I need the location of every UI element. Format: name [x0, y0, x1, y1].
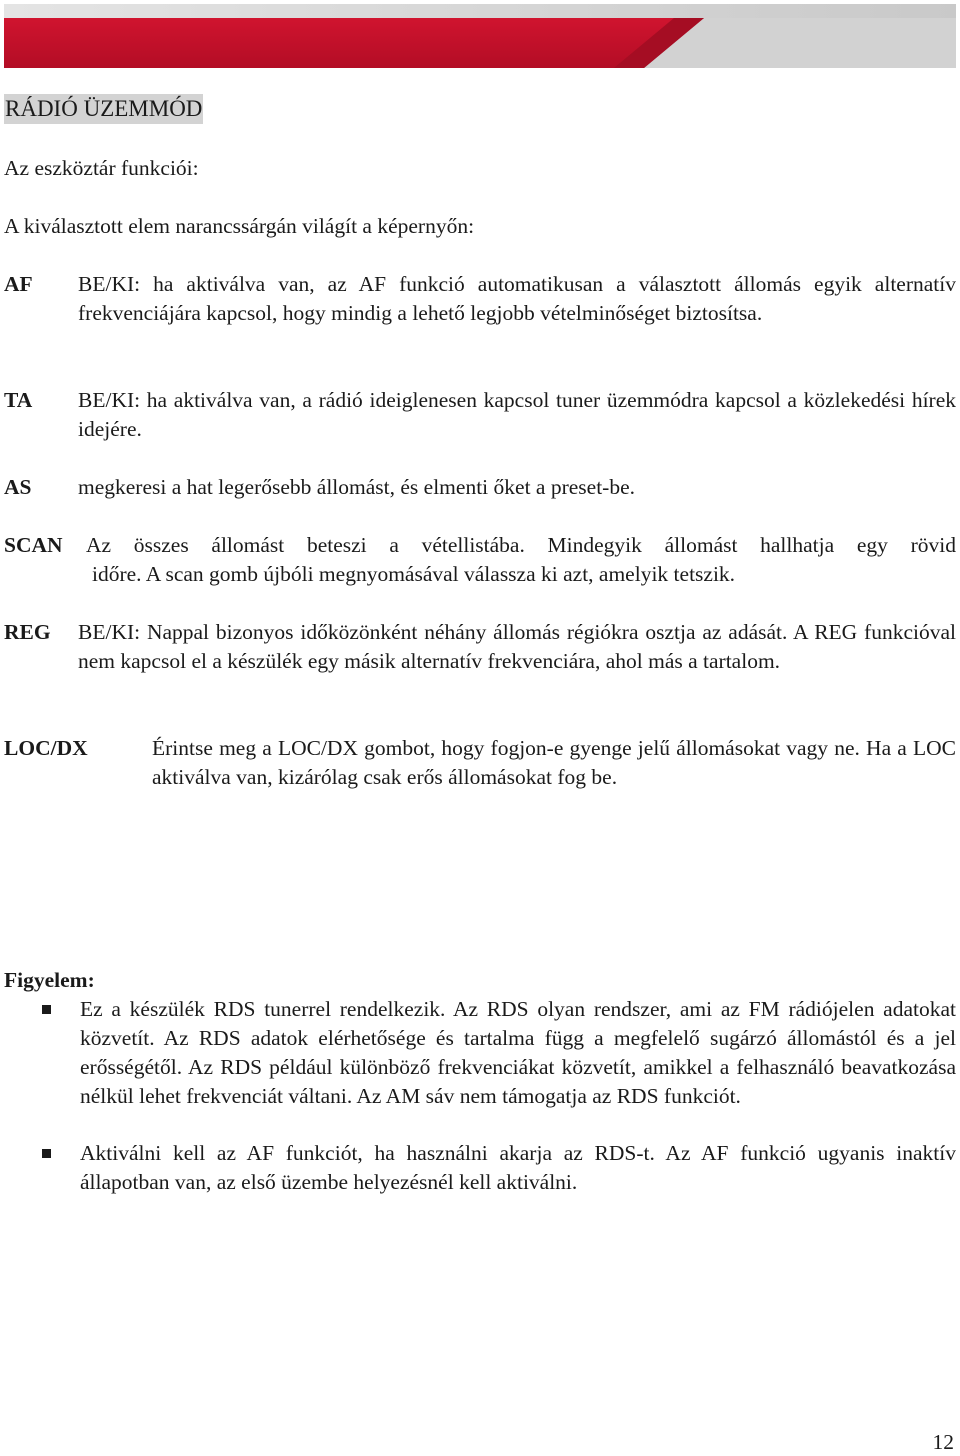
- section-title: RÁDIÓ ÜZEMMÓD: [4, 94, 203, 124]
- notice-bullet-item: [40, 995, 956, 1111]
- term-ta-description: BE/KI: ha aktiválva van, a rádió ideiglenesen kapcsol tuner üzemmódra kapcsol a közlekedési hírek idejére.: [78, 388, 956, 441]
- term-reg-label: REG: [4, 620, 51, 644]
- page-number: 12: [932, 1430, 954, 1454]
- term-scan-label: SCAN: [4, 533, 63, 557]
- toolbar-intro: Az eszköztár funkciói:: [4, 156, 199, 180]
- term-scan-description-first: Az összes állomást beteszi a vétellistába. Mindegyik állomást hallhatja egy rövid: [86, 533, 956, 557]
- header-band: [4, 4, 956, 68]
- term-scan-description-rest: időre. A scan gomb újbóli megnyomásával válassza ki azt, amelyik tetszik.: [92, 562, 736, 586]
- notice-bullet-item: [40, 1139, 956, 1197]
- term-reg-description: BE/KI: Nappal bizonyos időközönként néhány állomás régiókra osztja az adását. A REG funkcióval nem kapcsol el a készülék egy másik alternatív frekvenciára, ahol más a tartalom.: [78, 620, 956, 673]
- square-bullet-icon: [42, 1005, 51, 1014]
- square-bullet-icon: [42, 1149, 51, 1158]
- term-ta-label: TA: [4, 388, 33, 412]
- term-as-description: megkeresi a hat legerősebb állomást, és elmenti őket a preset-be.: [78, 475, 635, 499]
- notice-title: Figyelem:: [4, 968, 95, 992]
- term-locdx-description: Érintse meg a LOC/DX gombot, hogy fogjon-e gyenge jelű állomásokat vagy ne. Ha a LOC aktiválva van, kizárólag csak erős állomásokat fog be.: [152, 736, 956, 789]
- term-locdx-label: LOC/DX: [4, 736, 88, 760]
- notice-bullet-text: Ez a készülék RDS tunerrel rendelkezik. Az RDS olyan rendszer, ami az FM rádiójelen adatokat közvetít. Az RDS adatok elérhetősége és tartalma függ a megfelelő sugárzó állomástól és a jel erősségétől. Az RDS például különböző frekvenciákat közvetít, amikkel a felhasználó beavatkozása nélkül lehet frekvenciát váltani. Az AM sáv nem támogatja az RDS funkciót.: [80, 997, 956, 1108]
- header-top-line: [4, 4, 956, 18]
- term-af-label: AF: [4, 272, 33, 296]
- selected-intro: A kiválasztott elem narancssárgán világít a képernyőn:: [4, 214, 475, 238]
- header-band-graphic: [4, 4, 956, 68]
- term-as-label: AS: [4, 475, 32, 499]
- notice-bullet-text: Aktiválni kell az AF funkciót, ha használni akarja az RDS-t. Az AF funkció ugyanis inaktív állapotban van, az első üzembe helyezésnél kell aktiválni.: [80, 1141, 956, 1194]
- term-af-description: BE/KI: ha aktiválva van, az AF funkció automatikusan a választott állomás egyik alternatív frekvenciájára kapcsol, hogy mindig a lehető legjobb vételminőséget biztosítsa.: [78, 272, 956, 325]
